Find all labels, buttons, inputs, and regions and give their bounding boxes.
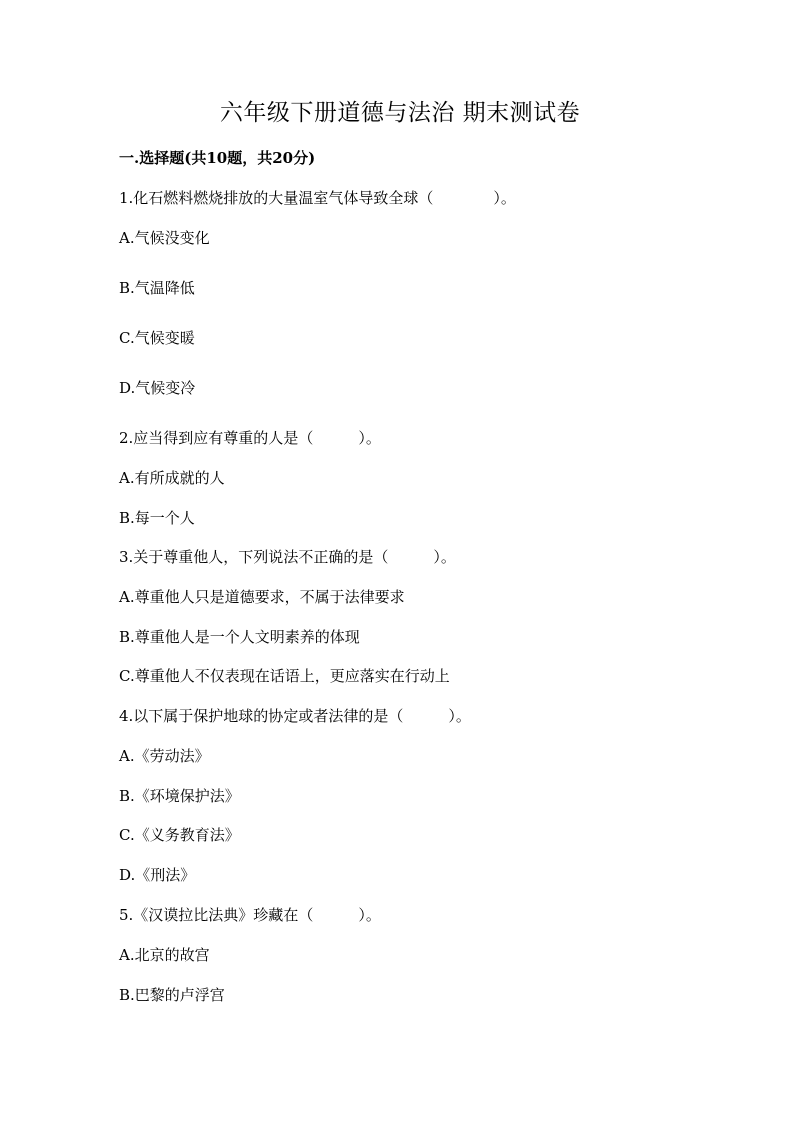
option-text: C.尊重他人不仅表现在话语上，更应落实在行动上 — [119, 667, 450, 685]
option-text: A.《劳动法》 — [119, 747, 210, 765]
option-text: A.有所成就的人 — [119, 469, 225, 487]
option-text: A.尊重他人只是道德要求，不属于法律要求 — [119, 588, 405, 606]
option-text: B.《环境保护法》 — [119, 787, 240, 805]
option-text: D.《刑法》 — [119, 866, 196, 884]
option-text: C.气候变暖 — [119, 329, 195, 347]
question-stem: 2.应当得到应有尊重的人是（ ）。 — [119, 429, 381, 447]
option-text: B.尊重他人是一个人文明素养的体现 — [119, 628, 360, 646]
section-heading: 一.选择题(共10题，共20分) — [119, 149, 316, 167]
option-text: B.巴黎的卢浮宫 — [119, 986, 225, 1004]
question-stem: 4.以下属于保护地球的协定或者法律的是（ ）。 — [119, 707, 471, 725]
option-text: C.《义务教育法》 — [119, 826, 240, 844]
option-text: B.气温降低 — [119, 279, 195, 297]
question-stem: 5.《汉谟拉比法典》珍藏在（ ）。 — [119, 906, 381, 924]
option-text: B.每一个人 — [119, 509, 195, 527]
question-stem: 1.化石燃料燃烧排放的大量温室气体导致全球（ ）。 — [119, 189, 516, 207]
option-text: A.北京的故宫 — [119, 946, 210, 964]
option-text: A.气候没变化 — [119, 229, 210, 247]
page-title: 六年级下册道德与法治 期末测试卷 — [219, 100, 581, 126]
option-text: D.气候变冷 — [119, 379, 196, 397]
question-stem: 3.关于尊重他人，下列说法不正确的是（ ）。 — [119, 548, 456, 566]
